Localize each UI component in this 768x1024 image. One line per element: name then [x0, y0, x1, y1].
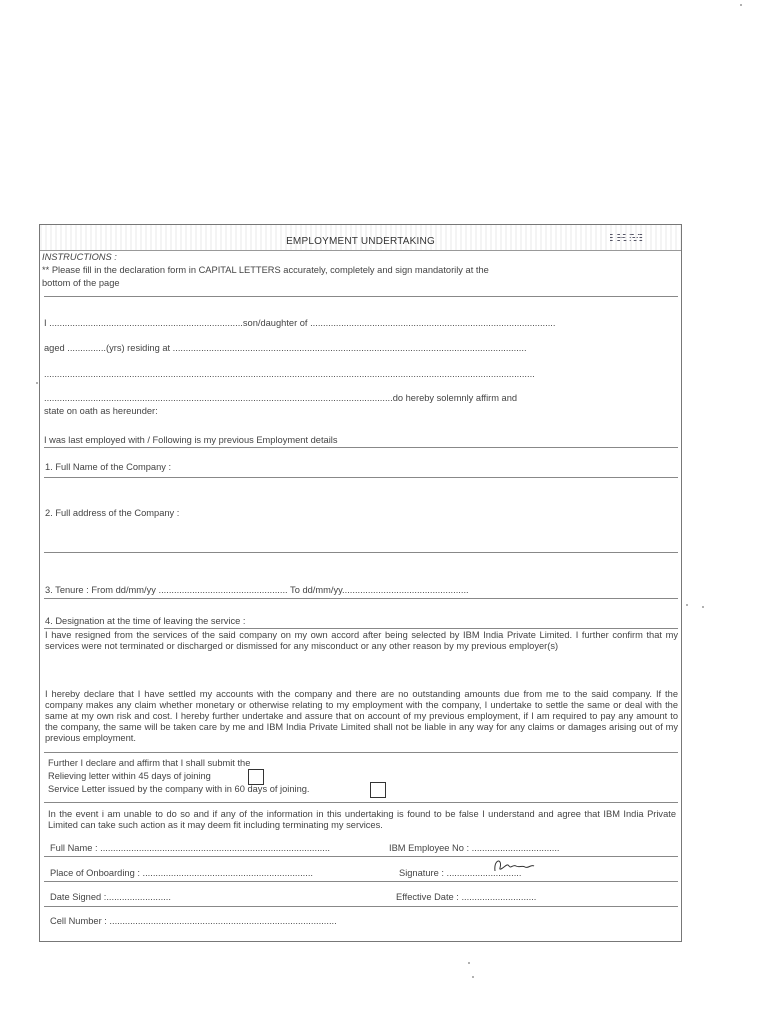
declaration-age-line: aged ...............(yrs) residing at .........................................................................................................................................: [44, 343, 527, 353]
employment-undertaking-form: [39, 224, 682, 942]
company-name-label: 1. Full Name of the Company :: [45, 462, 172, 472]
instructions-line-2: bottom of the page: [42, 278, 120, 288]
place-of-onboarding-field: Place of Onboarding : ..................................................................: [50, 868, 313, 878]
scan-speck: [472, 976, 474, 978]
instructions-label: INSTRUCTIONS :: [42, 252, 117, 262]
declaration-oath-line: state on oath as hereunder:: [44, 406, 158, 416]
employee-no-field: IBM Employee No : ..................................: [389, 843, 560, 853]
form-title: EMPLOYMENT UNDERTAKING: [286, 236, 435, 247]
declaration-address-line: ..............................................................................................................................................................................................: [44, 369, 535, 379]
divider: [44, 628, 678, 629]
divider: [44, 598, 678, 599]
effective-date-field: Effective Date : .............................: [396, 892, 537, 902]
divider: [44, 477, 678, 478]
declaration-name-line: I ...........................................................................son/daughter of ...............................................................................................: [44, 318, 556, 328]
service-letter-checkbox[interactable]: [370, 782, 386, 798]
instructions-line-1: ** Please fill in the declaration form in CAPITAL LETTERS accurately, completely and sign mandatorily at the: [42, 265, 489, 275]
ibm-logo: IBM: [608, 228, 645, 247]
full-name-field: Full Name : .........................................................................................: [50, 843, 330, 853]
form-header: [40, 225, 681, 251]
signature-field: Signature : .............................: [399, 868, 522, 878]
tenure-line: 3. Tenure : From dd/mm/yy .................................................. To dd/mm/yy.................................................: [45, 585, 469, 595]
service-letter-line: Service Letter issued by the company with in 60 days of joining.: [48, 784, 310, 794]
scan-speck: [740, 4, 742, 6]
scan-speck: [702, 606, 704, 608]
scan-speck: [468, 962, 470, 964]
scan-speck: [686, 604, 688, 606]
company-address-label: 2. Full address of the Company :: [45, 508, 180, 518]
scan-speck: [36, 382, 38, 384]
divider: [44, 856, 678, 857]
designation-label: 4. Designation at the time of leaving the service :: [45, 616, 246, 626]
date-signed-field: Date Signed :.........................: [50, 892, 171, 902]
relieving-letter-checkbox[interactable]: [248, 769, 264, 785]
divider: [44, 447, 678, 448]
divider: [44, 802, 678, 803]
divider: [44, 906, 678, 907]
settlement-statement: I hereby declare that I have settled my accounts with the company and there are no outstanding amounts due from me to the said company. If the company makes any claim whether monetary or otherwise relating to my employment with the company, I undertake to settle the same or deal with the same at my own risk and cost. I hereby further undertake and assure that on account of my previous employment, if I am required to pay any amount to the company, the same will be taken care by me and IBM India Private Limited shall not be liable in any way for any claims or damages arising out of my previous employment.: [45, 689, 678, 743]
divider: [44, 296, 678, 297]
divider: [44, 552, 678, 553]
divider: [44, 752, 678, 753]
divider: [44, 881, 678, 882]
further-declaration: Further I declare and affirm that I shall submit the: [48, 758, 251, 768]
relieving-letter-line: Relieving letter within 45 days of joining: [48, 771, 211, 781]
cell-number-field: Cell Number : ........................................................................................: [50, 916, 337, 926]
resignation-statement: I have resigned from the services of the said company on my own accord after being selected by IBM India Private Limited. I further confirm that my services were not terminated or discharged or dismissed for any misconduct or any other reason by my previous employer(s): [45, 630, 678, 651]
false-information-clause: In the event i am unable to do so and if any of the information in this undertaking is found to be false I understand and agree that IBM India Private Limited can take such action as it may deem fit including terminating my services.: [48, 809, 676, 830]
handwritten-signature: [492, 857, 537, 875]
declaration-affirm-line: .......................................................................................................................................do hereby solemnly affirm and: [44, 393, 518, 403]
previous-employment-heading: I was last employed with / Following is my previous Employment details: [44, 435, 338, 445]
